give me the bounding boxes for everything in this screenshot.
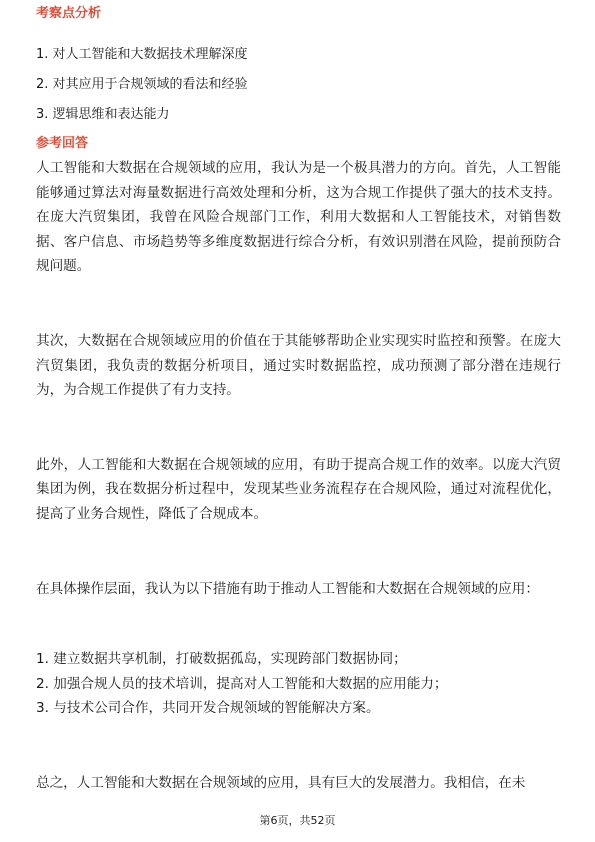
answer-paragraph-1: 人工智能和大数据在合规领域的应用，我认为是一个极具潜力的方向。首先，人工智能能够通过算法对海量数据进行高效处理和分析，这为合规工作提供了强大的技术支持。在庞大汽贸集团，我曾在风险合规部门工作，利用大数据和人工智能技术，对销售数据、客户信息、市场趋势等多维度数据进行综合分析，有效识别潜在风险，提前预防合规问题。	[36, 160, 561, 275]
measure-item: 2. 加强合规人员的技术培训，提高对人工智能和大数据的应用能力；	[36, 675, 448, 692]
answer-paragraph-2: 其次，大数据在合规领域应用的价值在于其能够帮助企业实现实时监控和预警。在庞大汽贸集团，我负责的数据分析项目，通过实时数据监控，成功预测了部分潜在违规行为，为合规工作提供了有力支持。	[36, 332, 561, 399]
analysis-list	[36, 40, 561, 130]
page-content	[36, 4, 561, 796]
paragraph-gap	[36, 279, 561, 329]
page-footer: 第6页，共52页	[259, 814, 336, 827]
paragraph-gap	[36, 721, 561, 771]
analysis-item: 2. 对其应用于合规领域的看法和经验	[36, 77, 248, 92]
answer-conclusion: 总之，人工智能和大数据在合规领域的应用，具有巨大的发展潜力。我相信，在未	[36, 774, 526, 791]
measure-item: 1. 建立数据共享机制，打破数据孤岛，实现跨部门数据协同；	[36, 651, 407, 668]
answer-paragraph-4: 在具体操作层面，我认为以下措施有助于推动人工智能和大数据在合规领域的应用：	[36, 580, 539, 597]
analysis-title: 考察点分析	[36, 6, 102, 21]
paragraph-gap	[36, 527, 561, 577]
measures-list	[36, 647, 561, 721]
paragraph-gap	[36, 601, 561, 647]
analysis-item: 1. 对人工智能和大数据技术理解深度	[36, 47, 248, 62]
measure-item: 3. 与技术公司合作，共同开发合规领域的智能解决方案。	[36, 700, 380, 717]
answer-title: 参考回答	[36, 136, 89, 151]
paragraph-gap	[36, 403, 561, 453]
answer-paragraph-3: 此外，人工智能和大数据在合规领域的应用，有助于提高合规工作的效率。以庞大汽贸集团为例，我在数据分析过程中，发现某些业务流程存在合规风险，通过对流程优化，提高了业务合规性，降低了合规成本。	[36, 456, 561, 522]
analysis-item: 3. 逻辑思维和表达能力	[36, 107, 170, 122]
